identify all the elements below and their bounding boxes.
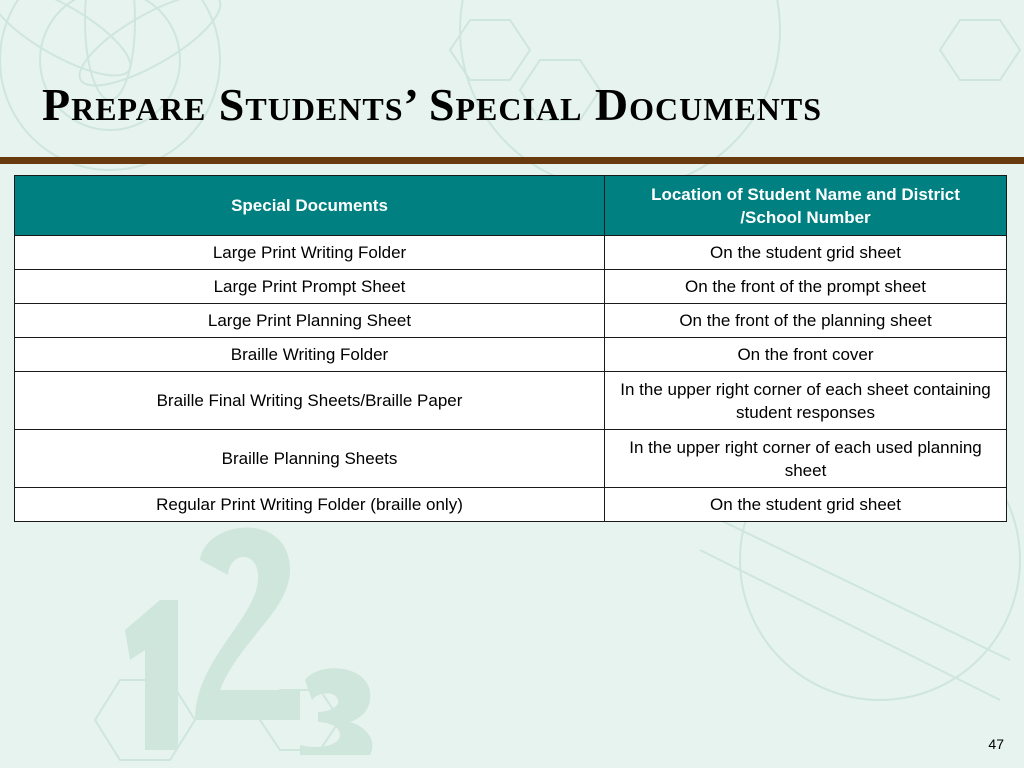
table-row <box>15 430 1007 488</box>
table-row <box>15 304 1007 338</box>
special-documents-table <box>14 175 1007 522</box>
table-row <box>15 236 1007 270</box>
column-header-location: Location of Student Name and District /School Number <box>605 176 1007 236</box>
slide-title: Prepare Students’ Special Documents <box>42 79 823 130</box>
document-cell: Large Print Writing Folder <box>15 236 605 270</box>
page-number: 47 <box>988 736 1004 752</box>
title-divider <box>0 157 1024 164</box>
document-cell: Braille Writing Folder <box>15 338 605 372</box>
location-cell: On the student grid sheet <box>605 236 1007 270</box>
table-row <box>15 270 1007 304</box>
document-cell: Braille Final Writing Sheets/Braille Paper <box>15 372 605 430</box>
document-cell: Large Print Prompt Sheet <box>15 270 605 304</box>
location-cell: On the front cover <box>605 338 1007 372</box>
location-cell: On the front of the prompt sheet <box>605 270 1007 304</box>
column-header-special-documents: Special Documents <box>15 176 605 236</box>
table-row <box>15 338 1007 372</box>
location-cell: In the upper right corner of each sheet containing student responses <box>605 372 1007 430</box>
table-header-row <box>15 176 1007 236</box>
document-cell: Regular Print Writing Folder (braille only) <box>15 488 605 522</box>
document-cell: Large Print Planning Sheet <box>15 304 605 338</box>
document-cell: Braille Planning Sheets <box>15 430 605 488</box>
table-row <box>15 372 1007 430</box>
location-cell: On the student grid sheet <box>605 488 1007 522</box>
location-cell: In the upper right corner of each used planning sheet <box>605 430 1007 488</box>
location-cell: On the front of the planning sheet <box>605 304 1007 338</box>
table-row <box>15 488 1007 522</box>
